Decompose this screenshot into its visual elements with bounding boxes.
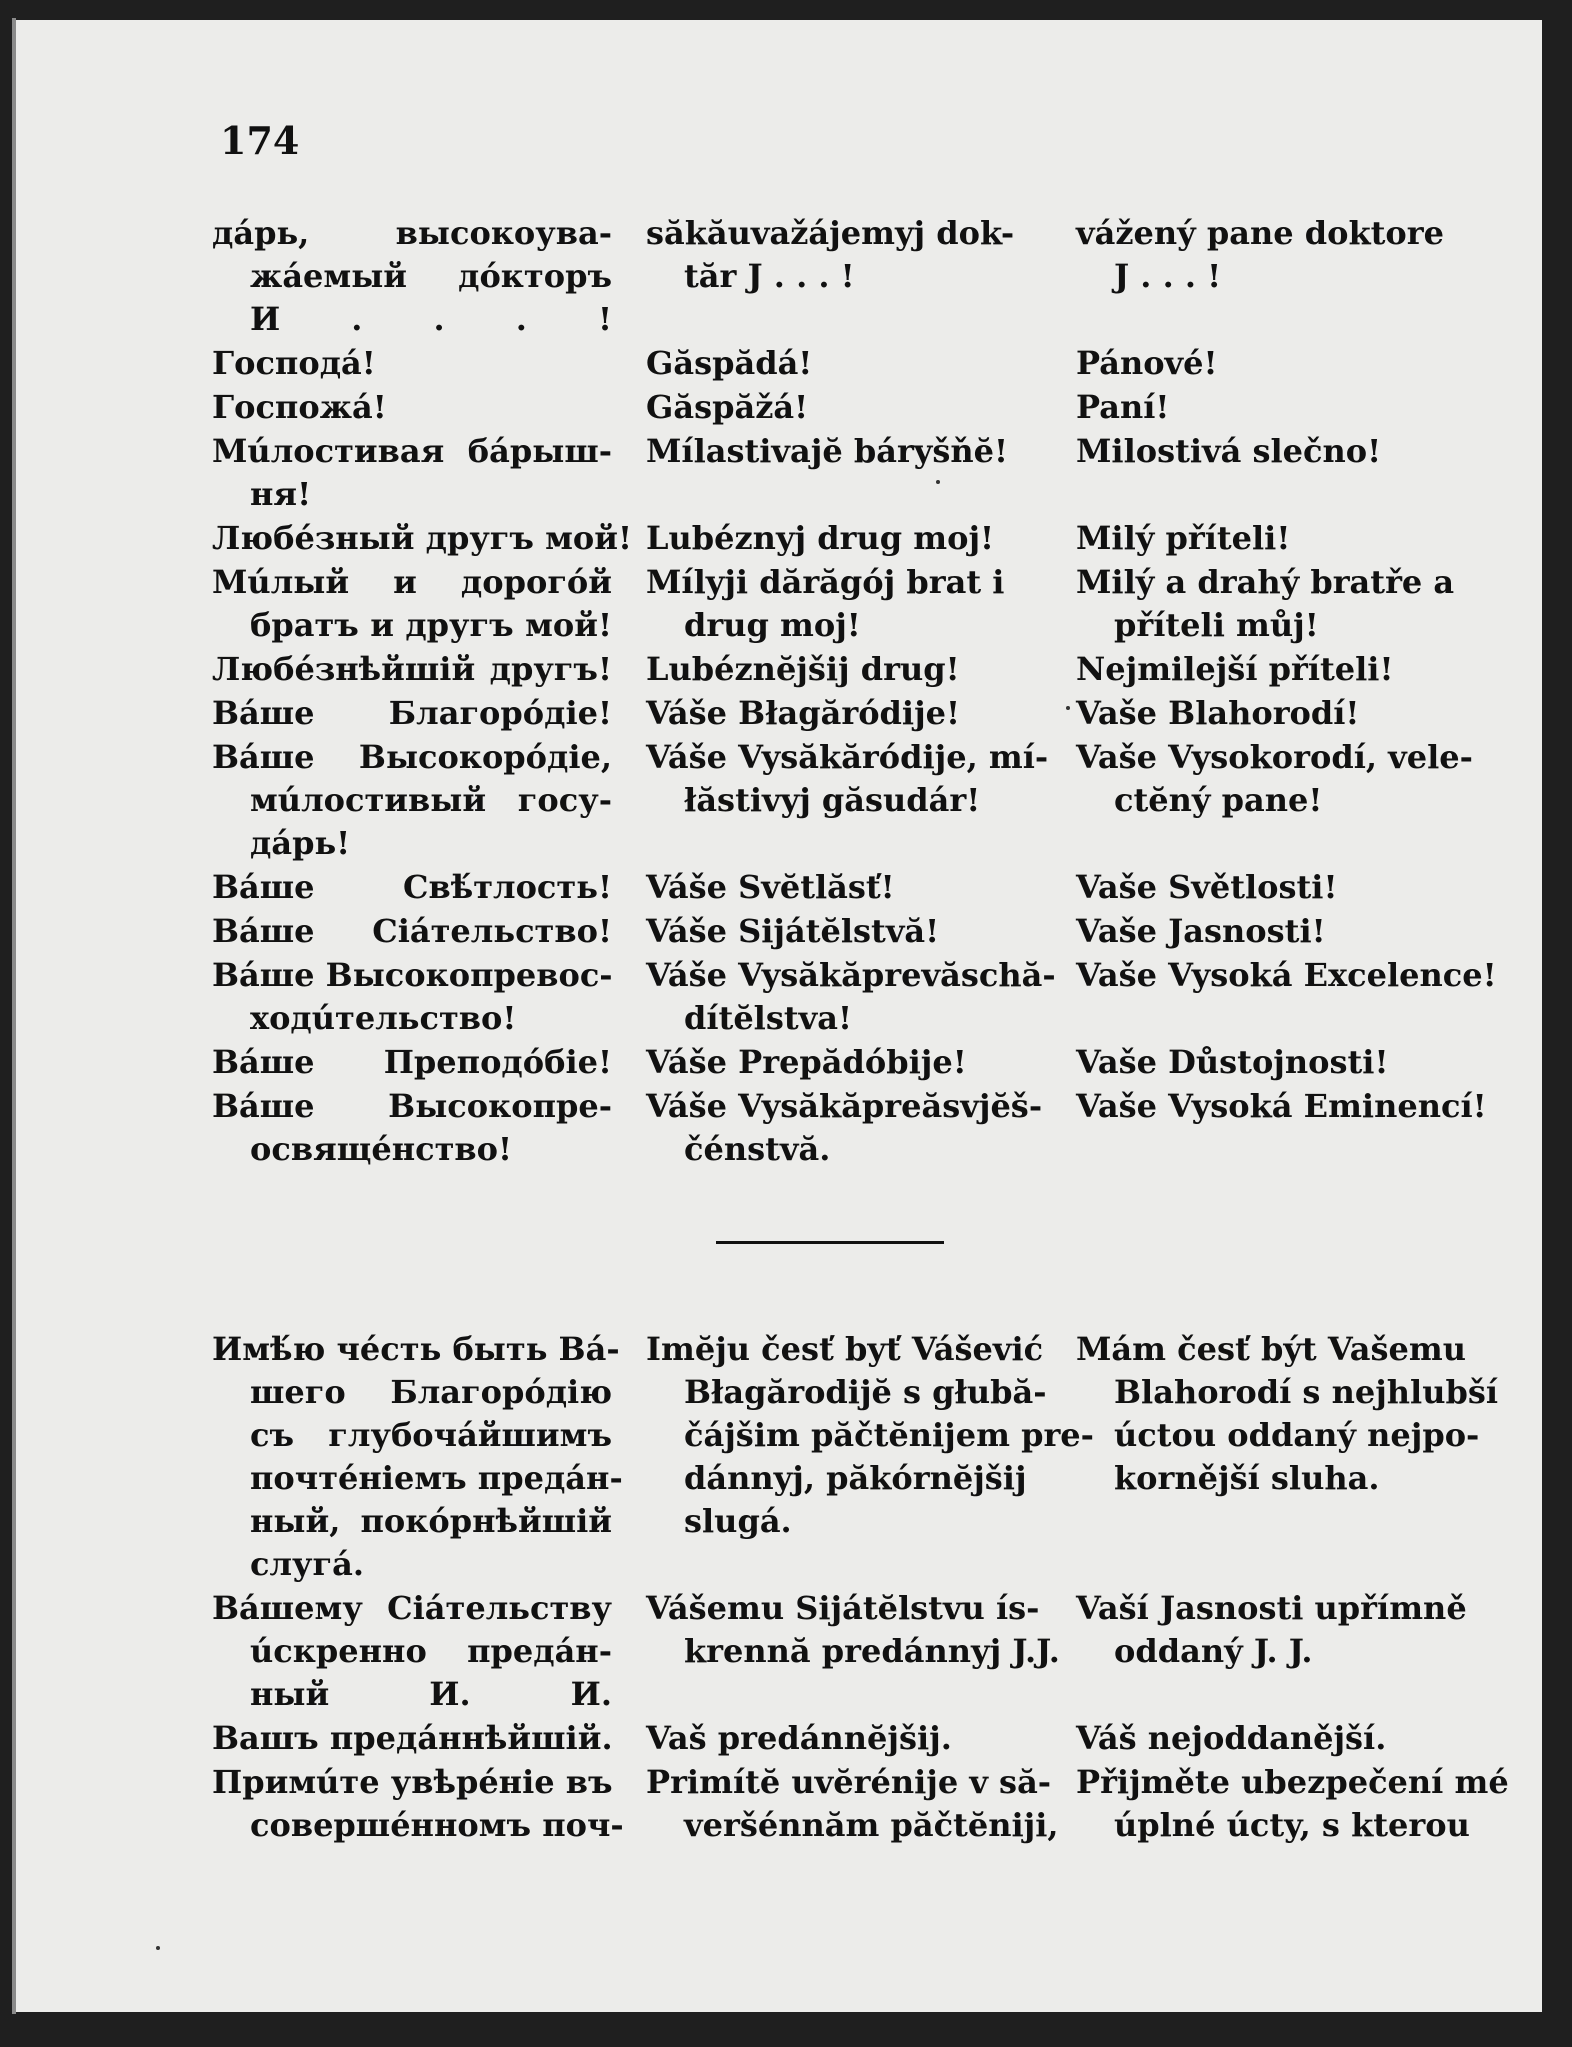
phrase-line: Milý a drahý bratře a: [1076, 563, 1455, 601]
phrase-line: Mílastivajĕ báryšňĕ!: [646, 432, 1009, 470]
phrase-entry: [646, 1717, 1046, 1760]
phrase-line: Mám česť být Vašemu: [1076, 1330, 1466, 1368]
phrase-line: [646, 473, 1046, 516]
phrase-line: Váše Vysăkăpreăsvjĕš-: [646, 1087, 1043, 1125]
phrase-line: мúлостивый госу-: [250, 781, 612, 819]
phrase-line: úplné úcty, s kterou: [1114, 1806, 1470, 1844]
phrase-line: шего Благорóдію: [250, 1373, 612, 1411]
phrase-entry: [646, 1041, 1046, 1084]
phrase-line: [1076, 473, 1486, 516]
phrase-line: Имѣ́ю чéсть быть Вá-: [212, 1330, 620, 1368]
section2-russian-column: [212, 1328, 624, 1848]
phrase-line: Vaše Vysokorodí, vele-: [1076, 738, 1473, 776]
phrase-entry: [1076, 954, 1497, 1040]
phrase-line: Milý příteli!: [1076, 519, 1291, 557]
phrase-entry: [646, 561, 1046, 647]
phrase-entry: [646, 692, 1046, 735]
phrase-line: Primítĕ uvĕrénije v să-: [646, 1763, 1052, 1801]
phrase-line: Váš nejoddanější.: [1076, 1719, 1387, 1757]
phrase-line: Váše Prepădóbije!: [646, 1043, 967, 1081]
phrase-line: săkăuvažájemyj dok-: [646, 214, 1015, 252]
phrase-line: жáемый дóкторъ: [250, 257, 612, 295]
phrase-line: Vaše Blahorodí!: [1076, 694, 1360, 732]
phrase-line: ный И. И.: [250, 1675, 612, 1713]
phrase-line: vážený pane doktore: [1076, 214, 1444, 252]
phrase-entry: [1076, 910, 1486, 953]
book-page: [16, 20, 1542, 2012]
phrase-line: Любéзный другъ мой!: [212, 519, 633, 557]
phrase-entry: [212, 866, 612, 909]
phrase-line: Мúлый и дорогóй: [212, 563, 612, 601]
phrase-line: Госпожá!: [212, 388, 387, 426]
phrase-entry: [646, 517, 1046, 560]
phrase-line: dánnyj, păkórnĕjšij: [684, 1459, 1027, 1497]
phrase-line: Paní!: [1076, 388, 1170, 426]
phrase-line: Вáше Свѣ́тлость!: [212, 868, 612, 906]
phrase-line: čénstvă.: [684, 1130, 831, 1168]
section2-transliteration-column: [646, 1328, 1094, 1848]
phrase-line: Váše Sijátĕlstvă!: [646, 912, 940, 950]
phrase-line: [1076, 1128, 1486, 1171]
phrase-line: почтéніемъ предáн-: [250, 1459, 623, 1497]
phrase-entry: [212, 342, 612, 385]
phrase-line: Вáше Сіáтельство!: [212, 912, 612, 950]
phrase-entry: [212, 954, 612, 1040]
phrase-line: Примúте увѣрéніе въ: [212, 1763, 613, 1801]
phrase-entry: [646, 954, 1056, 1040]
section1-transliteration-column: [646, 212, 1056, 1172]
phrase-line: Вáше Высокорóдіе,: [212, 738, 612, 776]
phrase-line: příteli můj!: [1114, 606, 1319, 644]
phrase-line: [1076, 1500, 1486, 1543]
phrase-entry: [1076, 430, 1486, 516]
phrase-entry: [1076, 1761, 1509, 1847]
phrase-line: Вáше Высокопревос-: [212, 956, 613, 994]
phrase-entry: [212, 910, 612, 953]
phrase-line: Găspădá!: [646, 344, 813, 382]
phrase-line: Váše Błagăródije!: [646, 694, 961, 732]
phrase-line: łăstivyj găsudár!: [684, 781, 981, 819]
phrase-entry: [1076, 736, 1486, 865]
phrase-entry: [212, 1761, 624, 1847]
phrase-line: [1076, 1543, 1486, 1586]
phrase-line: Imĕju česť byť Vášević: [646, 1330, 1044, 1368]
phrase-line: слугá.: [250, 1545, 365, 1583]
phrase-entry: [1076, 386, 1486, 429]
phrase-line: Вашъ предáннѣйшій.: [212, 1719, 613, 1757]
phrase-line: Vášemu Sijátĕlstvu ís-: [646, 1589, 1040, 1627]
phrase-entry: [646, 648, 1046, 691]
phrase-entry: [1076, 342, 1486, 385]
phrase-line: [646, 1673, 1046, 1716]
phrase-line: kornější sluha.: [1114, 1459, 1380, 1497]
phrase-line: Господá!: [212, 344, 376, 382]
phrase-entry: [1076, 1041, 1486, 1084]
phrase-line: slugá.: [684, 1502, 792, 1540]
phrase-line: tăr J . . . !: [684, 257, 855, 295]
phrase-line: veršénnăm păčtĕniji,: [684, 1806, 1059, 1844]
phrase-entry: [646, 1587, 1060, 1716]
phrase-entry: [212, 648, 612, 691]
phrase-line: Vaše Světlosti!: [1076, 868, 1338, 906]
phrase-entry: [1076, 648, 1486, 691]
phrase-line: ня!: [250, 475, 312, 513]
phrase-entry: [212, 1085, 612, 1171]
phrase-line: Váše Vysăkăprevăschă-: [646, 956, 1056, 994]
phrase-line: Lubéznĕjšij drug!: [646, 650, 960, 688]
phrase-line: Přijměte ubezpečení mé: [1076, 1763, 1509, 1801]
phrase-line: ходúтельство!: [250, 999, 517, 1037]
phrase-line: Вáшему Сіáтельству: [212, 1589, 612, 1627]
section-divider: [716, 1241, 944, 1244]
phrase-line: дáрь!: [250, 824, 351, 862]
phrase-line: čájšim păčtĕnijem pre-: [684, 1416, 1094, 1454]
phrase-line: Váše Vysăkăródije, mí-: [646, 738, 1049, 776]
print-speck: [1066, 706, 1070, 710]
phrase-entry: [646, 342, 1046, 385]
phrase-entry: [212, 736, 612, 865]
phrase-line: [1076, 997, 1486, 1040]
phrase-line: Găspăžá!: [646, 388, 809, 426]
phrase-line: Nejmilejší příteli!: [1076, 650, 1394, 688]
phrase-entry: [1076, 517, 1486, 560]
page-number: 174: [220, 118, 300, 163]
phrase-entry: [646, 386, 1046, 429]
phrase-line: Вáше Высокопре-: [212, 1087, 612, 1125]
phrase-entry: [212, 1328, 623, 1586]
phrase-line: Vaše Důstojnosti!: [1076, 1043, 1389, 1081]
phrase-entry: [1076, 561, 1486, 647]
phrase-entry: [212, 1587, 612, 1716]
phrase-entry: [1076, 1587, 1486, 1716]
phrase-entry: [1076, 692, 1486, 735]
phrase-line: освящéнство!: [250, 1130, 513, 1168]
phrase-entry: [212, 386, 612, 429]
phrase-line: [646, 1543, 1046, 1586]
phrase-line: Blahorodí s nejhlubší: [1114, 1373, 1499, 1411]
print-speck: [156, 1946, 160, 1950]
phrase-entry: [212, 1041, 612, 1084]
print-speck: [936, 480, 940, 484]
phrase-entry: [1076, 1328, 1499, 1586]
phrase-entry: [646, 736, 1049, 865]
phrase-entry: [1076, 1717, 1486, 1760]
phrase-line: Vaše Jasnosti!: [1076, 912, 1326, 950]
phrase-entry: [212, 692, 612, 735]
phrase-entry: [646, 1761, 1059, 1847]
phrase-entry: [212, 430, 612, 516]
phrase-entry: [1076, 866, 1486, 909]
phrase-entry: [1076, 1085, 1486, 1171]
phrase-line: [1076, 298, 1486, 341]
phrase-line: úскренно предáн-: [250, 1632, 612, 1670]
phrase-line: úctou oddaný nejpo-: [1114, 1416, 1480, 1454]
phrase-line: Lubéznyj drug moj!: [646, 519, 995, 557]
phrase-entry: [212, 1717, 612, 1760]
phrase-line: Vaše Vysoká Eminencí!: [1076, 1087, 1487, 1125]
phrase-line: [646, 822, 1046, 865]
phrase-entry: [212, 212, 612, 341]
phrase-line: братъ и другъ мой!: [250, 606, 612, 644]
phrase-line: [646, 298, 1046, 341]
phrase-line: [1076, 822, 1486, 865]
phrase-line: Vaš predánnĕjšij.: [646, 1719, 952, 1757]
section1-czech-column: [1076, 212, 1497, 1172]
phrase-entry: [646, 866, 1046, 909]
phrase-line: дáрь, высокоува-: [212, 214, 612, 252]
phrase-line: ный, покóрнѣйшій: [250, 1502, 612, 1540]
phrase-line: Váše Svĕtlăsť!: [646, 868, 895, 906]
phrase-line: совершéнномъ поч-: [250, 1806, 624, 1844]
phrase-entry: [646, 212, 1046, 341]
section2-czech-column: [1076, 1328, 1509, 1848]
phrase-line: съ глубочáйшимъ: [250, 1416, 612, 1454]
phrase-entry: [1076, 212, 1486, 341]
phrase-line: Pánové!: [1076, 344, 1218, 382]
phrase-entry: [212, 561, 612, 647]
phrase-line: Вáше Преподóбіе!: [212, 1043, 612, 1081]
phrase-entry: [646, 430, 1046, 516]
phrase-line: И . . . !: [250, 300, 612, 338]
phrase-line: oddaný J. J.: [1114, 1632, 1313, 1670]
phrase-line: Мúлостивая бáрыш-: [212, 432, 612, 470]
phrase-line: Любéзнѣйшій другъ!: [212, 650, 612, 688]
phrase-entry: [212, 517, 633, 560]
phrase-line: drug moj!: [684, 606, 861, 644]
phrase-line: Mílyji dărăgój brat i: [646, 563, 1005, 601]
phrase-line: [1076, 1673, 1486, 1716]
phrase-line: J . . . !: [1114, 257, 1222, 295]
phrase-line: krennă predánnyj J.J.: [684, 1632, 1060, 1670]
phrase-line: Вáше Благорóдіе!: [212, 694, 612, 732]
phrase-line: ctĕný pane!: [1114, 781, 1323, 819]
phrase-line: dítĕlstva!: [684, 999, 852, 1037]
phrase-entry: [646, 910, 1046, 953]
phrase-entry: [646, 1328, 1094, 1586]
phrase-entry: [646, 1085, 1046, 1171]
phrase-line: Vaše Vysoká Excelence!: [1076, 956, 1497, 994]
phrase-line: Błagărodijĕ s głubă-: [684, 1373, 1047, 1411]
section1-russian-column: [212, 212, 633, 1172]
phrase-line: Vaší Jasnosti upřímně: [1076, 1589, 1467, 1627]
phrase-line: Milostivá slečno!: [1076, 432, 1382, 470]
